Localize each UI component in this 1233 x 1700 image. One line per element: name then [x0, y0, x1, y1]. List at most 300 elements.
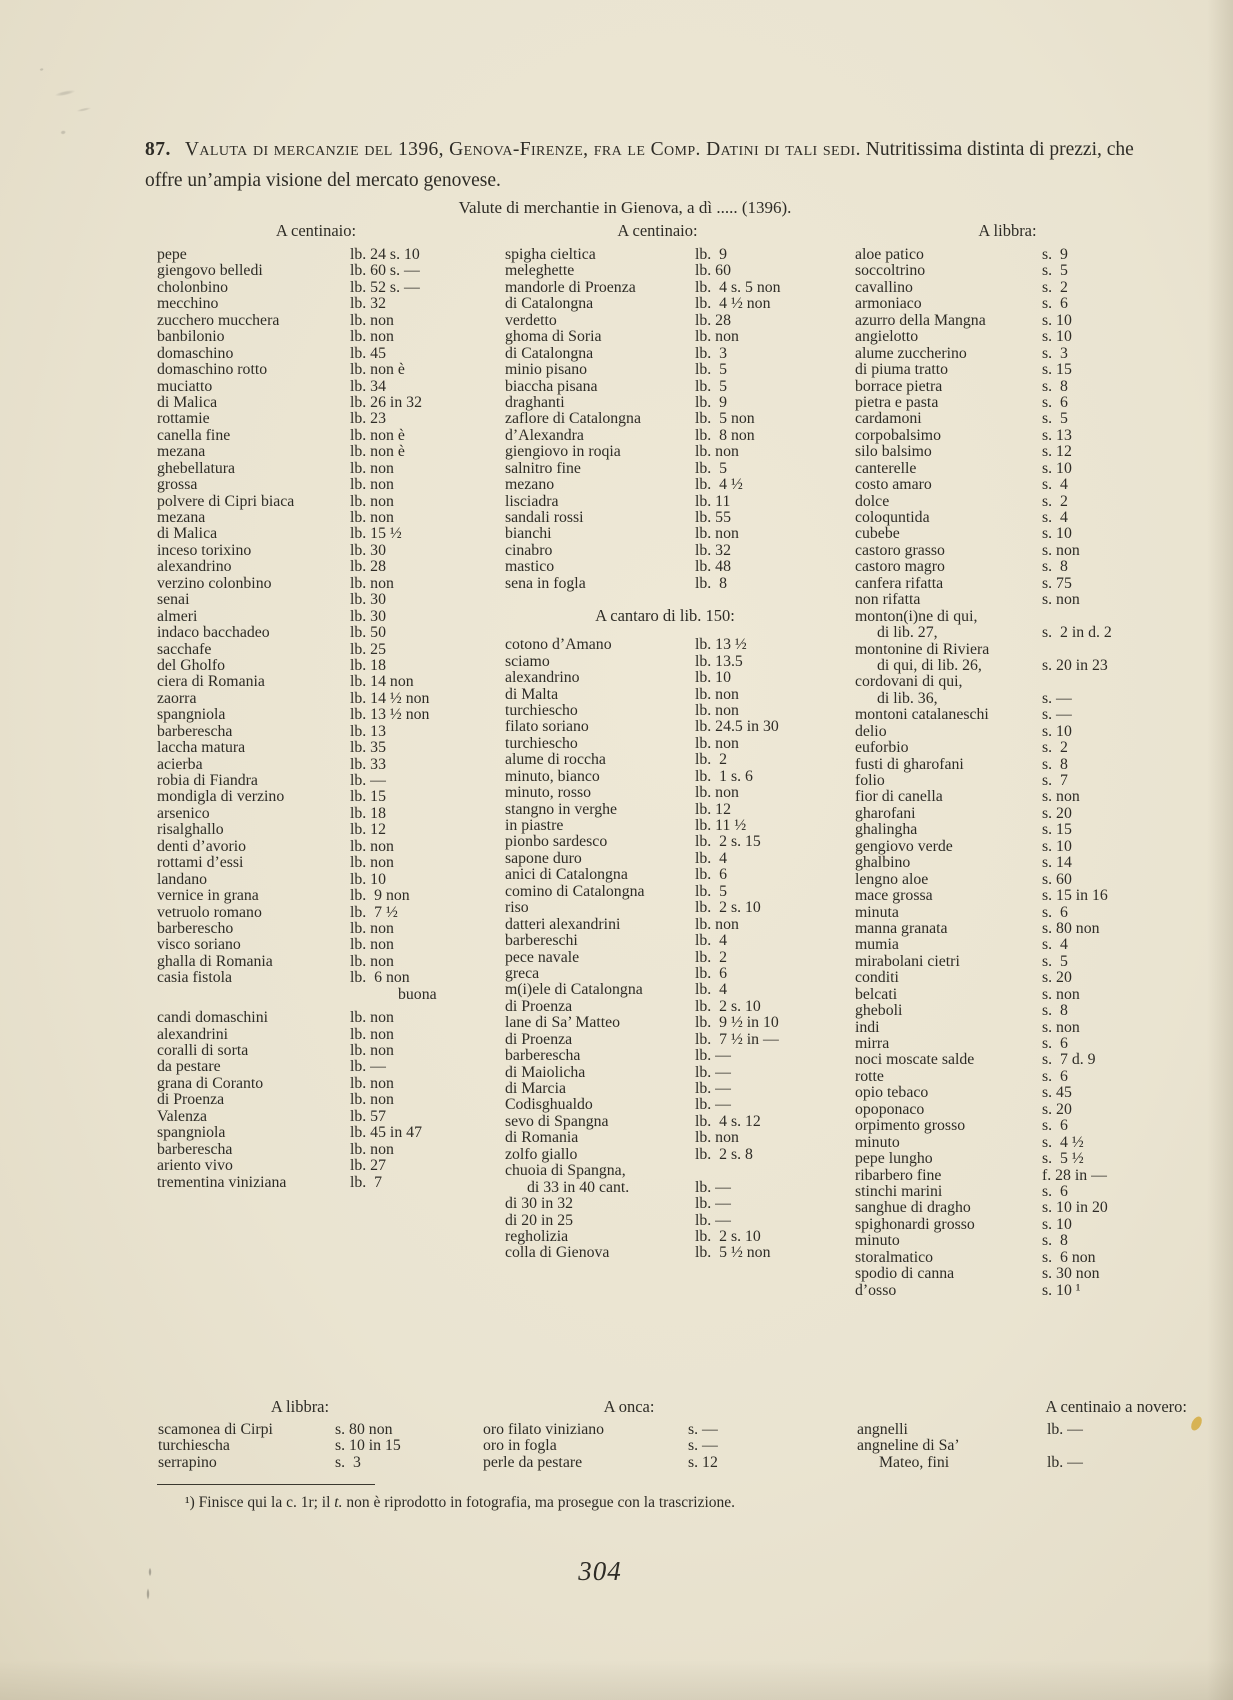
- item-value: lb. 27: [350, 1157, 386, 1175]
- list-item: [157, 905, 487, 921]
- list-item: [483, 1422, 775, 1438]
- item-name: ghebellatura: [157, 459, 236, 477]
- item-value: lb. non: [350, 1042, 394, 1059]
- list-item: [855, 1069, 1175, 1085]
- item-value: lb. non: [350, 459, 394, 477]
- item-value: lb. —: [350, 1058, 386, 1076]
- item-value: lb. 28: [695, 311, 731, 329]
- list-item: [855, 559, 1175, 575]
- list-item: [855, 642, 1175, 658]
- item-value: s. 20: [1042, 969, 1072, 987]
- item-value: lb. non è: [350, 426, 405, 444]
- list-item: [157, 740, 487, 756]
- list-item: [505, 1032, 835, 1048]
- item-name: da pestare: [157, 1058, 221, 1076]
- list-item: [157, 247, 487, 263]
- item-name: mezana: [157, 443, 206, 461]
- list-item: [157, 576, 487, 592]
- list-item: [157, 1092, 487, 1108]
- item-value: lb. 2 s. 10: [695, 1227, 761, 1245]
- list-item: [505, 1180, 835, 1196]
- list-item: [157, 280, 487, 296]
- item-name: cinabro: [505, 541, 553, 559]
- item-value: s. 10: [1042, 311, 1072, 329]
- item-value: lb. 14 ½ non: [350, 689, 430, 707]
- item-value: lb. 55: [695, 509, 731, 526]
- item-name: filato soriano: [505, 718, 589, 736]
- scan-fleck: [1189, 1415, 1204, 1432]
- list-item: [855, 658, 1175, 674]
- item-name: zucchero mucchera: [157, 311, 280, 329]
- footnote-text: ¹) Finisce qui la c. 1r; il: [185, 1494, 335, 1511]
- list-item: [855, 609, 1175, 625]
- item-value: s. 6: [1042, 295, 1068, 313]
- item-name: montonine di Riviera: [855, 640, 990, 658]
- item-name: stangno in verghe: [505, 800, 618, 818]
- item-name: di lib. 36,: [877, 689, 938, 707]
- item-name: Codisghualdo: [505, 1096, 593, 1114]
- scan-smudge: [27, 46, 114, 149]
- item-value: s. 5 ½: [1042, 1150, 1084, 1168]
- list-item: [157, 461, 487, 477]
- item-name: belcati: [855, 985, 898, 1003]
- list-item: [157, 970, 487, 986]
- item-value: lb. 52 s. —: [350, 278, 420, 296]
- list-item: [157, 296, 487, 312]
- item-value: lb. 6: [695, 964, 728, 982]
- list-item: [157, 543, 487, 559]
- item-value: s. 10 in 15: [335, 1437, 401, 1455]
- item-name: di Catalongna: [505, 344, 594, 362]
- item-name: coloquntida: [855, 509, 930, 526]
- item-value: lb. non: [350, 1074, 394, 1092]
- list-item: [505, 851, 835, 867]
- list-item: [157, 855, 487, 871]
- item-value: lb. 9: [695, 246, 728, 263]
- item-name: di lib. 27,: [877, 624, 938, 642]
- list-item: [157, 559, 487, 575]
- item-value: lb. non: [350, 509, 394, 526]
- footnote-italic: t.: [334, 1494, 343, 1511]
- item-value: lb. 9 ½ in 10: [695, 1014, 779, 1032]
- list-item: [855, 806, 1175, 822]
- item-value: s. 6: [1042, 1117, 1068, 1135]
- item-name: alexandrino: [157, 558, 232, 576]
- item-value: s. 10: [1042, 328, 1072, 346]
- item-name: mumia: [855, 936, 899, 954]
- column-header: A libbra:: [978, 221, 1037, 240]
- list-item: [157, 1043, 487, 1059]
- list-item: [157, 379, 487, 395]
- item-value: lb. non: [350, 919, 394, 937]
- item-name: grossa: [157, 476, 198, 494]
- item-name: silo balsimo: [855, 443, 932, 461]
- heading-description: Nutritissima distinta di prezzi, che offre un’ampia visione del mercato genovese.: [145, 139, 1134, 191]
- list-item: [157, 1010, 487, 1026]
- list-item: [505, 637, 835, 653]
- item-name: di 30 in 32: [505, 1195, 574, 1213]
- item-name: minuto: [855, 1232, 900, 1250]
- item-value: lb. —: [695, 1211, 731, 1229]
- item-value: s. 15: [1042, 361, 1072, 379]
- item-name: arsenico: [157, 804, 210, 822]
- item-value: lb. non: [350, 574, 394, 592]
- item-name: sanghue di dragho: [855, 1199, 971, 1217]
- item-name: acierba: [157, 755, 203, 773]
- list-item: [505, 1015, 835, 1031]
- item-name: anici di Catalongna: [505, 866, 628, 884]
- item-name: opoponaco: [855, 1100, 925, 1118]
- item-name: turchiescho: [505, 734, 578, 752]
- list-item: [157, 625, 487, 641]
- list-item: [157, 987, 487, 1003]
- item-name: montoni catalaneschi: [855, 706, 989, 724]
- list-item: [505, 1065, 835, 1081]
- item-name: gengiovo verde: [855, 837, 953, 855]
- item-value: lb. 13: [350, 722, 386, 740]
- item-name: vetruolo romano: [157, 903, 262, 921]
- item-value: lb. non: [350, 328, 394, 346]
- list-item: [505, 999, 835, 1015]
- list-item: [505, 1097, 835, 1113]
- item-name: non rifatta: [855, 591, 921, 609]
- list-item: [855, 411, 1175, 427]
- item-value: s. 30 non: [1042, 1265, 1100, 1283]
- list-item: [855, 1151, 1175, 1167]
- item-name: stinchi marini: [855, 1182, 943, 1200]
- item-name: di piuma tratto: [855, 361, 949, 379]
- column-header: A libbra:: [270, 1397, 330, 1416]
- list-item: [505, 834, 835, 850]
- item-name: oro in fogla: [483, 1437, 557, 1455]
- item-value: lb. 2 s. 8: [695, 1145, 753, 1163]
- list-item: [855, 379, 1175, 395]
- list-item: [855, 1020, 1175, 1036]
- item-value: s. 5: [1042, 410, 1068, 428]
- list-item: [505, 933, 835, 949]
- list-item: [157, 1109, 487, 1125]
- list-item: [855, 822, 1175, 838]
- list-item: [505, 950, 835, 966]
- scan-edge-shade: [1207, 0, 1233, 1700]
- item-value: lb. 2: [695, 751, 728, 769]
- list-item: [158, 1438, 442, 1454]
- item-name: perle da pestare: [483, 1453, 583, 1471]
- item-name: alume zuccherino: [855, 344, 967, 362]
- item-value: lb. 5: [695, 361, 728, 379]
- list-item: [855, 395, 1175, 411]
- list-item: [505, 670, 835, 686]
- list-item: [855, 296, 1175, 312]
- list-item: [157, 822, 487, 838]
- item-value: s. 8: [1042, 1232, 1068, 1250]
- item-name: ghalingha: [855, 821, 918, 839]
- item-value: lb. non: [350, 311, 394, 329]
- item-name: cordovani di qui,: [855, 673, 963, 691]
- heading: [145, 134, 1145, 196]
- price-list: [483, 1422, 775, 1471]
- item-value: s. 60: [1042, 870, 1072, 888]
- item-name: canterelle: [855, 459, 917, 477]
- list-item: [505, 687, 835, 703]
- item-name: domaschino rotto: [157, 361, 268, 379]
- item-value: s. 8: [1042, 1002, 1068, 1020]
- list-item: [505, 917, 835, 933]
- list-item: [157, 724, 487, 740]
- item-value: lb. non: [350, 492, 394, 510]
- list-item: [505, 1245, 835, 1261]
- item-name: orpimento grosso: [855, 1117, 966, 1135]
- item-name: monton(i)ne di qui,: [855, 607, 978, 625]
- item-value: s. 14: [1042, 854, 1072, 872]
- item-name: di Malta: [505, 685, 559, 703]
- list-item: [505, 346, 835, 362]
- list-item: [505, 510, 835, 526]
- list-item: [855, 773, 1175, 789]
- list-item: [855, 1233, 1175, 1249]
- column-libbra-right: [855, 221, 1175, 1299]
- item-value: s. —: [1042, 706, 1072, 724]
- item-name: mirabolani cietri: [855, 952, 960, 970]
- item-value: lb. non: [350, 854, 394, 872]
- item-name: serrapino: [158, 1453, 217, 1471]
- list-item: [855, 625, 1175, 641]
- bottom-column-onca: [483, 1397, 775, 1471]
- price-list: [505, 637, 835, 1262]
- item-name: sena in fogla: [505, 574, 586, 592]
- item-name: rotte: [855, 1067, 884, 1085]
- price-list: [157, 247, 487, 1003]
- item-name: barberescha: [157, 1140, 233, 1158]
- item-name: lisciadra: [505, 492, 559, 510]
- item-name: in piastre: [505, 817, 564, 834]
- item-name: robia di Fiandra: [157, 772, 258, 789]
- item-name: m(i)ele di Catalongna: [505, 981, 643, 999]
- item-value: lb. 3: [695, 344, 728, 362]
- item-value: lb. 24.5 in 30: [695, 718, 779, 736]
- list-item: [157, 346, 487, 362]
- list-item: [855, 1118, 1175, 1134]
- list-item: [855, 346, 1175, 362]
- item-value: lb. non: [695, 701, 739, 719]
- item-name: vernice in grana: [157, 887, 259, 905]
- list-item: [855, 970, 1175, 986]
- item-name: conditi: [855, 969, 899, 987]
- list-item: [157, 395, 487, 411]
- item-name: spighonardi grosso: [855, 1215, 975, 1233]
- list-item: [855, 954, 1175, 970]
- item-value: buona: [398, 985, 437, 1003]
- item-name: d’Alexandra: [505, 426, 584, 444]
- item-name: di 20 in 25: [505, 1211, 574, 1229]
- item-value: lb. 12: [695, 800, 731, 818]
- item-value: lb. 13 ½ non: [350, 706, 430, 724]
- item-value: lb. non: [350, 1140, 394, 1158]
- item-name: meleghette: [505, 262, 575, 280]
- item-name: pepe: [157, 246, 187, 263]
- item-value: lb. 5 ½ non: [695, 1244, 771, 1262]
- item-name: cavallino: [855, 278, 913, 296]
- column-header: A centinaio a novero:: [1045, 1397, 1187, 1416]
- column-centinaio-left: [157, 221, 487, 1191]
- item-name: cardamoni: [855, 410, 922, 428]
- item-name: mirra: [855, 1035, 890, 1052]
- item-value: s. 10: [1042, 1215, 1072, 1233]
- list-item: [157, 691, 487, 707]
- list-item: [855, 855, 1175, 871]
- item-name: pepe lungho: [855, 1150, 933, 1168]
- item-name: pece navale: [505, 948, 580, 966]
- list-item: [157, 428, 487, 444]
- item-name: di Malica: [157, 393, 218, 411]
- item-value: lb. 34: [350, 377, 386, 395]
- list-item: [505, 576, 835, 592]
- list-item: [855, 1036, 1175, 1052]
- list-item: [855, 789, 1175, 805]
- list-item: [505, 411, 835, 427]
- item-value: s. non: [1042, 591, 1080, 609]
- list-item: [505, 785, 835, 801]
- item-value: s. —: [1042, 689, 1072, 707]
- item-value: lb. —: [695, 1063, 731, 1081]
- list-item: [157, 609, 487, 625]
- item-value: s. 10: [1042, 525, 1072, 543]
- list-item: [855, 477, 1175, 493]
- item-value: s. 6: [1042, 1067, 1068, 1085]
- list-item: [855, 921, 1175, 937]
- list-item: [157, 773, 487, 789]
- item-value: lb. 30: [350, 607, 386, 625]
- item-name: turchiescho: [505, 701, 578, 719]
- item-name: verdetto: [505, 311, 557, 329]
- footnote-text: non è riprodotto in fotografia, ma prosegue con la trascrizione.: [342, 1494, 736, 1511]
- list-item: [505, 1081, 835, 1097]
- item-name: indaco bacchadeo: [157, 624, 270, 642]
- item-value: lb. 5: [695, 459, 728, 477]
- item-value: s. 2: [1042, 278, 1068, 296]
- item-value: s. 6 non: [1042, 1248, 1096, 1266]
- item-name: trementina viniziana: [157, 1173, 287, 1191]
- list-item: [855, 461, 1175, 477]
- item-value: lb. 26 in 32: [350, 393, 422, 411]
- item-name: giengovo belledi: [157, 262, 263, 280]
- list-item: [157, 411, 487, 427]
- item-value: lb. 6: [695, 866, 728, 884]
- list-item: [855, 691, 1175, 707]
- list-item: [157, 477, 487, 493]
- list-item: [157, 707, 487, 723]
- item-name: euforbio: [855, 739, 909, 757]
- item-name: minuto: [855, 1133, 900, 1151]
- footnote: [157, 1494, 1165, 1512]
- list-item: [157, 1125, 487, 1141]
- item-name: barberescha: [157, 722, 233, 740]
- item-value: lb. non: [695, 1129, 739, 1147]
- list-item: [157, 674, 487, 690]
- item-value: lb. 11: [695, 492, 731, 510]
- page-number: 304: [578, 1556, 622, 1586]
- item-name: sandali rossi: [505, 509, 584, 526]
- list-item: [505, 494, 835, 510]
- item-name: mezana: [157, 509, 206, 526]
- item-value: lb. 5 non: [695, 410, 755, 428]
- item-name: dolce: [855, 492, 890, 510]
- item-value: lb. 7 ½: [350, 903, 398, 921]
- list-item: [157, 921, 487, 937]
- list-item: [855, 329, 1175, 345]
- item-value: s. non: [1042, 1018, 1080, 1036]
- list-item: [855, 313, 1175, 329]
- item-value: s. 4: [1042, 476, 1068, 494]
- item-value: s. 6: [1042, 393, 1068, 411]
- item-name: verzino colonbino: [157, 574, 272, 592]
- item-value: lb. 11 ½: [695, 817, 747, 834]
- list-item: [855, 987, 1175, 1003]
- list-item: [157, 1158, 487, 1174]
- item-value: lb. non: [695, 443, 739, 461]
- list-item: [157, 806, 487, 822]
- item-name: manna granata: [855, 919, 948, 937]
- list-item: [855, 1184, 1175, 1200]
- item-value: lb. non: [695, 525, 739, 543]
- item-value: lb. non: [695, 734, 739, 752]
- list-item: [157, 444, 487, 460]
- list-item: [855, 526, 1175, 542]
- list-item: [855, 1250, 1175, 1266]
- list-item: [855, 740, 1175, 756]
- list-item: [505, 1196, 835, 1212]
- list-item: [505, 1147, 835, 1163]
- list-item: [855, 592, 1175, 608]
- entry-number: 87.: [145, 139, 171, 160]
- list-item: [157, 592, 487, 608]
- item-name: armoniaco: [855, 295, 922, 313]
- item-value: s. 5: [1042, 952, 1068, 970]
- item-name: pionbo sardesco: [505, 833, 608, 851]
- item-name: gheboli: [855, 1002, 903, 1020]
- item-name: ciera di Romania: [157, 673, 265, 691]
- list-item: [157, 789, 487, 805]
- list-item: [505, 982, 835, 998]
- list-item: [855, 576, 1175, 592]
- item-value: s. 10 ¹: [1042, 1281, 1081, 1299]
- item-name: visco soriano: [157, 936, 241, 954]
- list-item: [483, 1455, 775, 1471]
- item-value: lb. —: [695, 1047, 731, 1065]
- list-item: [157, 937, 487, 953]
- list-item: [505, 818, 835, 834]
- item-value: lb. 2 s. 10: [695, 899, 761, 917]
- list-item: [505, 736, 835, 752]
- price-list: [857, 1422, 1187, 1471]
- item-value: s. 3: [335, 1453, 361, 1471]
- list-item: [855, 1283, 1175, 1299]
- item-name: di Maiolicha: [505, 1063, 586, 1081]
- item-name: di 33 in 40 cant.: [527, 1178, 630, 1196]
- item-name: di Proenza: [505, 997, 573, 1015]
- item-value: s. 4 ½: [1042, 1133, 1084, 1151]
- item-name: senai: [157, 591, 190, 609]
- list-item: [855, 247, 1175, 263]
- item-value: lb. non: [695, 915, 739, 933]
- item-value: lb. 32: [695, 541, 731, 559]
- item-name: rottami d’essi: [157, 854, 244, 872]
- item-name: turchiescha: [158, 1437, 230, 1455]
- item-name: polvere di Cipri biaca: [157, 492, 295, 510]
- item-name: comino di Catalongna: [505, 882, 645, 900]
- item-name: alume di roccha: [505, 751, 606, 769]
- list-item: [157, 839, 487, 855]
